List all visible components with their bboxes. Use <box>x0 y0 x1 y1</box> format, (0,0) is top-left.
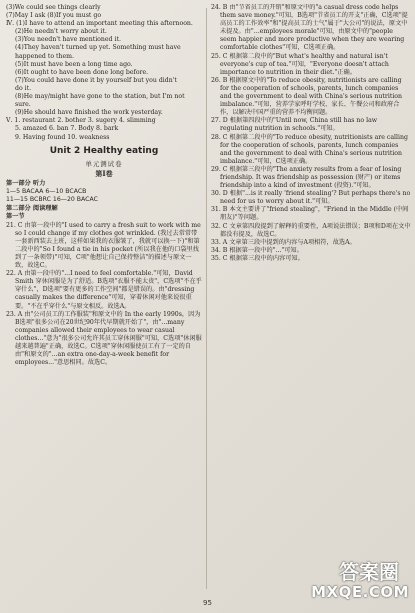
text-line: Ⅳ. (1)I have to attend an important meeting this afternoon. <box>6 20 193 28</box>
answer-paragraph: 22. A 由第一段中的"...I need to feel comfortable."可知，David Smith 穿休闲服是为了舒适。B选项"衣服不能太贵"，C选项"不在乎穿什么"，D选项"要有更多的工作空间"都是错误的。由"dressing casually makes the difference"可知，穿着休闲对他来说很重要。"不在乎穿什么"与原文相反。故选A。 <box>6 270 202 310</box>
answer-paragraph: 29. C 根据第三段中的"The anxiety results from a fear of losing friendship. It was friendship as possession (财产) or items friendship into a kind of investment (投资)."可知。 <box>211 165 402 190</box>
right-column <box>211 4 411 593</box>
answer-paragraph: 31. B 本文主要讲了"friend stealing"，"Friend in the Middle (中间朋友)"等问题。 <box>211 206 409 222</box>
answer-line: 1—5 BACAA 6—10 BCACB <box>6 188 87 195</box>
text-line: do it. <box>15 84 32 92</box>
unit-title: Unit 2 Healthy eating <box>49 145 159 156</box>
text-line: (3)We could see things clearly <box>6 4 101 11</box>
answer-paragraph: 21. C 由第一段中的"I used to carry a fresh suit to work with me so I could change if my clothes got wrinkled. (我过去常常带一套新西装去上班，这样如果我的衣服皱了，我就可以换一下)"和第二段中的"So I found a tie in his pocket (所以我在他的口袋里找到了一条领带)"可知，C项"他想让自己保持整洁"的描述与原文一致，故选C。 <box>6 221 201 270</box>
text-line: (7)May I ask (8)If you must go <box>6 12 102 20</box>
text-line: sure. <box>15 101 31 109</box>
answer-paragraph: 28. C 根据第二段中的"To reduce obesity, nutritionists are calling for the cooperation of schools, parents, lunch companies and the government to deal with China's serious nutrition imbalance."可知，C选项正确。 <box>211 133 408 165</box>
answer-paragraph: 25. C 根据第二段中的"But what's healthy and natural isn't everyone's cup of tea."可知，"Everyone doesn't attach importance to nutrition in their diet."正确。 <box>211 52 389 76</box>
top-lines <box>6 4 202 142</box>
answer-paragraph: 30. D 根据"...is it really 'friend stealing'? But perhaps there's no need for us to worry about it."可知。 <box>211 190 411 206</box>
answer-paragraph: 34. B 根据第一段中的"..."可知。 <box>211 246 303 254</box>
page-number: 95 <box>203 599 212 607</box>
text-line: (5)It must have been a long time ago. <box>15 60 133 68</box>
answer-paragraph: 23. A 由"公司员工的工作服装"和原文中的 In the early 1990s，因为B选项"很多公司在20世纪90年代早期就开始了"，由"...many companies allowed their employees to wear casual clothes..."意为"很多公司允许其员工穿休闲服"可知，C选项"休闲服越来越普遍"正确，故选C。C选项"穿休闲服使员工有了一定的自由"和原文的"...an extra one-day-a-week benefit for employees..."意思相同。故选C。 <box>6 310 202 367</box>
watermark-url: MXQE.COM <box>311 583 409 601</box>
watermark <box>311 560 409 603</box>
answer-paragraph: 27. D 根据第四段中的"Until now, China still has no law regulating nutrition in schools."可知。 <box>211 117 378 133</box>
text-line: happened to them. <box>15 52 74 60</box>
answer-line: 11—15 BCBRC 16—20 BACAC <box>6 196 98 204</box>
text-line: 5. amazed 6. ban 7. Body 8. bark <box>15 125 119 133</box>
text-line: 9. Having found 10. weakness <box>15 133 110 141</box>
answer-paragraph: 33. A 文章第三段中提到的内容与A项相符，故选A。 <box>211 238 356 246</box>
text-line: (9)He should have finished the work yesterday. <box>15 109 163 117</box>
text-line: (8)He may/might have gone to the station, but I'm not <box>15 93 185 101</box>
answer-paragraph: 32. C 文章第四段提到了解释的重要性，A项说法错误；B项和D项在文中都没有提及，故选C。 <box>211 222 411 238</box>
text-line: (6)It ought to have been done long before. <box>15 68 149 76</box>
subsection-heading: 第一节 <box>6 213 25 221</box>
text-line: (4)They haven't turned up yet. Something must have <box>15 44 181 52</box>
text-line: (7)You could have done it by yourself but you didn't <box>15 76 177 84</box>
section-heading: 第二部分 阅读理解 <box>6 204 58 212</box>
answer-paragraph: 24. B 由"节省员工的开销"和原文中的"a casual dress code helps them save money."可知，B选项"节省员工的开支"正确，C选项"提高员工的工作效率"和"提高员工的士气"属于"大公司"的说法，原文中未提及。由"...employees morale"可知，由原文中的"people seem happier and more productive when they are wearing comfortable clothes"可知，C选项正确。 <box>211 4 408 52</box>
text-line: (3)You needn't have mentioned it. <box>15 36 121 44</box>
left-column <box>6 4 202 593</box>
text-line: Ⅴ. 1. restaurant 2. bother 3. sugery 4. slimming <box>6 117 156 125</box>
part-title: 第Ⅰ卷 <box>95 168 113 178</box>
column-divider <box>206 8 207 589</box>
watermark-logo: 答案圈 <box>339 560 399 584</box>
section-heading: 第一部分 听力 <box>6 179 46 187</box>
text-line: (2)He needn't worry about it. <box>15 28 107 36</box>
unit-subtitle: 单元测试卷 <box>85 159 123 168</box>
answer-paragraph: 26. B 根据原文中的"To reduce obesity, nutritionists are calling for the cooperation of schools, parents, lunch companies and the government to deal with China's serious nutrition imbalance."可知，营养学家呼吁学校、家长、午餐公司和政府合作，以解决中国严重的营养不均衡问题。 <box>211 76 403 117</box>
answer-paragraph: 35. C 根据第三段中的内容可知。 <box>211 254 304 262</box>
